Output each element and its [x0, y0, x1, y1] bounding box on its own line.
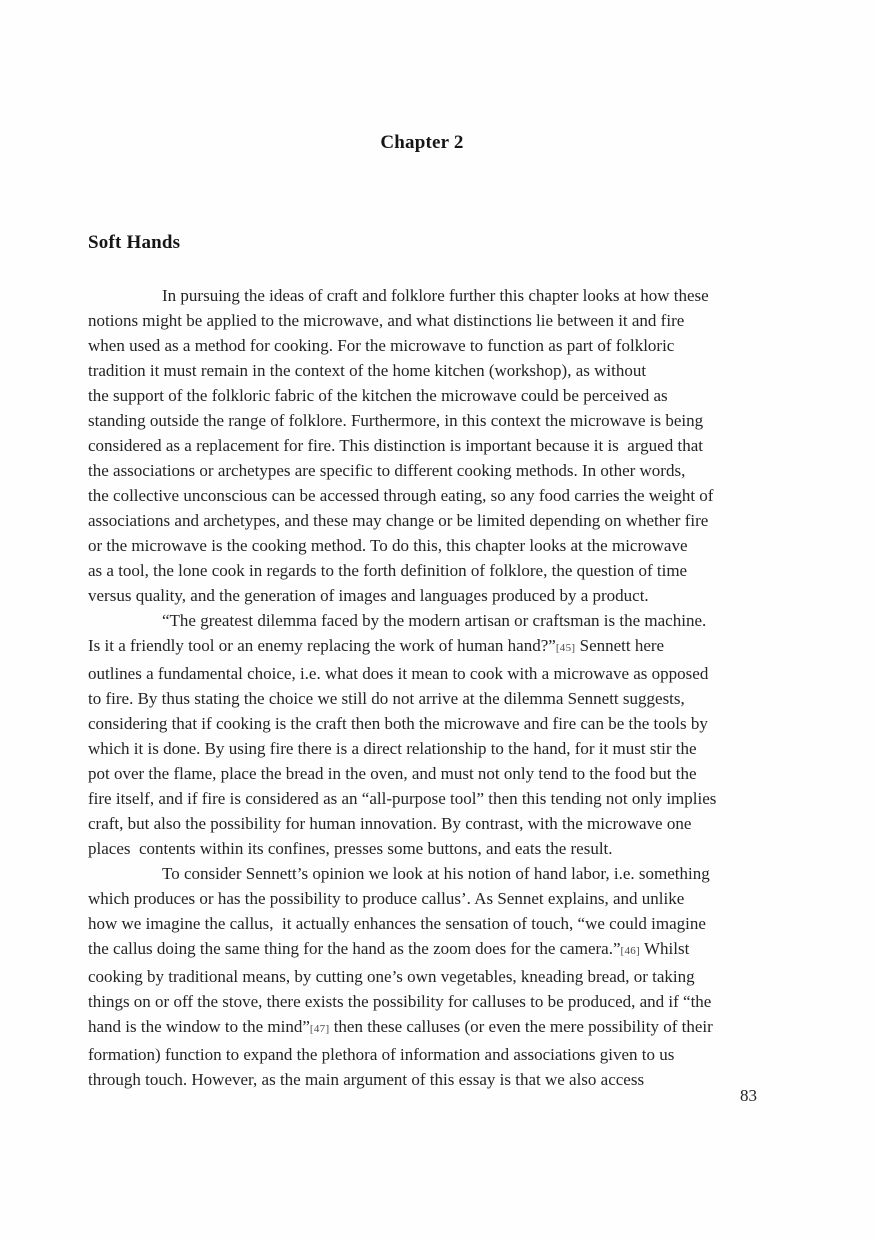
text-segment: hand is the window to the mind” — [88, 1017, 310, 1036]
text-segment: things on or off the stove, there exists the possibility for calluses to be produced, and if “the — [88, 992, 712, 1011]
text-segment: which it is done. By using fire there is a direct relationship to the hand, for it must stir the — [88, 739, 697, 758]
text-segment: the support of the folkloric fabric of the kitchen the microwave could be perceived as — [88, 386, 668, 405]
text-line — [88, 533, 788, 558]
text-line — [88, 711, 788, 736]
text-segment: standing outside the range of folklore. Furthermore, in this context the microwave is being — [88, 411, 704, 430]
text-segment: then these calluses (or even the mere possibility of their — [329, 1017, 713, 1036]
text-segment: Is it a friendly tool or an enemy replacing the work of human hand?” — [88, 636, 556, 655]
text-segment: through touch. However, as the main argument of this essay is that we also access — [88, 1070, 645, 1089]
text-segment: as a tool, the lone cook in regards to the forth definition of folklore, the question of time — [88, 561, 688, 580]
text-segment: notions might be applied to the microwave, and what distinctions lie between it and fire — [88, 311, 685, 330]
text-line — [88, 686, 788, 711]
text-segment: In pursuing the ideas of craft and folklore further this chapter looks at how these — [162, 286, 709, 305]
footnote-ref: [45] — [555, 642, 576, 654]
text-segment: which produces or has the possibility to produce callus’. As Sennet explains, and unlike — [88, 889, 685, 908]
text-line — [88, 408, 788, 433]
text-line — [88, 761, 788, 786]
text-segment: pot over the flame, place the bread in the oven, and must not only tend to the food but the — [88, 764, 697, 783]
text-line — [88, 1042, 788, 1067]
text-line — [88, 383, 788, 408]
text-line — [88, 989, 788, 1014]
text-segment: fire itself, and if fire is considered as an “all-purpose tool” then this tending not only implies — [88, 789, 717, 808]
text-segment: To consider Sennett’s opinion we look at his notion of hand labor, i.e. something — [162, 864, 710, 883]
paragraph — [88, 608, 788, 861]
text-segment: considering that if cooking is the craft then both the microwave and fire can be the tools by — [88, 714, 708, 733]
text-segment: “The greatest dilemma faced by the modern artisan or craftsman is the machine. — [162, 611, 707, 630]
text-segment: outlines a fundamental choice, i.e. what does it mean to cook with a microwave as opposed — [88, 664, 709, 683]
text-segment: to fire. By thus stating the choice we still do not arrive at the dilemma Sennett suggests, — [88, 689, 685, 708]
text-segment: cooking by traditional means, by cutting one’s own vegetables, kneading bread, or taking — [88, 967, 695, 986]
paragraph — [88, 283, 788, 608]
text-line — [88, 608, 788, 633]
text-line — [88, 633, 788, 661]
paragraph — [88, 861, 788, 1092]
text-line — [88, 283, 788, 308]
text-segment: when used as a method for cooking. For the microwave to function as part of folkloric — [88, 336, 675, 355]
text-line — [88, 308, 788, 333]
text-segment: the callus doing the same thing for the hand as the zoom does for the camera.” — [88, 939, 621, 958]
text-segment: places contents within its confines, presses some buttons, and eats the result. — [88, 839, 613, 858]
text-segment: tradition it must remain in the context of the home kitchen (workshop), as without — [88, 361, 647, 380]
chapter-heading: Chapter 2 — [380, 132, 464, 153]
text-line — [88, 811, 788, 836]
text-line — [88, 836, 788, 861]
page-number: 83 — [740, 1086, 757, 1105]
text-line — [88, 583, 788, 608]
text-line — [88, 433, 788, 458]
text-line — [88, 911, 788, 936]
text-segment: associations and archetypes, and these may change or be limited depending on whether fire — [88, 511, 709, 530]
text-segment: the collective unconscious can be accessed through eating, so any food carries the weight of — [88, 486, 714, 505]
text-line — [88, 936, 788, 964]
text-line — [88, 886, 788, 911]
text-segment: or the microwave is the cooking method. To do this, this chapter looks at the microwave — [88, 536, 688, 555]
text-line — [88, 786, 788, 811]
text-line — [88, 964, 788, 989]
text-segment: considered as a replacement for fire. This distinction is important because it is argued that — [88, 436, 703, 455]
text-line — [88, 458, 788, 483]
text-line — [88, 661, 788, 686]
text-line — [88, 483, 788, 508]
text-line — [88, 358, 788, 383]
text-segment: versus quality, and the generation of images and languages produced by a product. — [88, 586, 649, 605]
body-text — [88, 283, 788, 1092]
text-line — [88, 861, 788, 886]
text-segment: Sennett here — [575, 636, 665, 655]
footnote-ref: [46] — [620, 945, 641, 957]
text-segment: Whilst — [640, 939, 690, 958]
text-segment: how we imagine the callus, it actually enhances the sensation of touch, “we could imagine — [88, 914, 706, 933]
text-line — [88, 333, 788, 358]
text-line — [88, 1014, 788, 1042]
footnote-ref: [47] — [309, 1023, 330, 1035]
text-segment: the associations or archetypes are specific to different cooking methods. In other words, — [88, 461, 686, 480]
section-heading: Soft Hands — [88, 232, 181, 253]
text-line — [88, 558, 788, 583]
text-segment: formation) function to expand the plethora of information and associations given to us — [88, 1045, 675, 1064]
text-line — [88, 508, 788, 533]
text-line — [88, 736, 788, 761]
text-segment: craft, but also the possibility for human innovation. By contrast, with the microwave one — [88, 814, 692, 833]
